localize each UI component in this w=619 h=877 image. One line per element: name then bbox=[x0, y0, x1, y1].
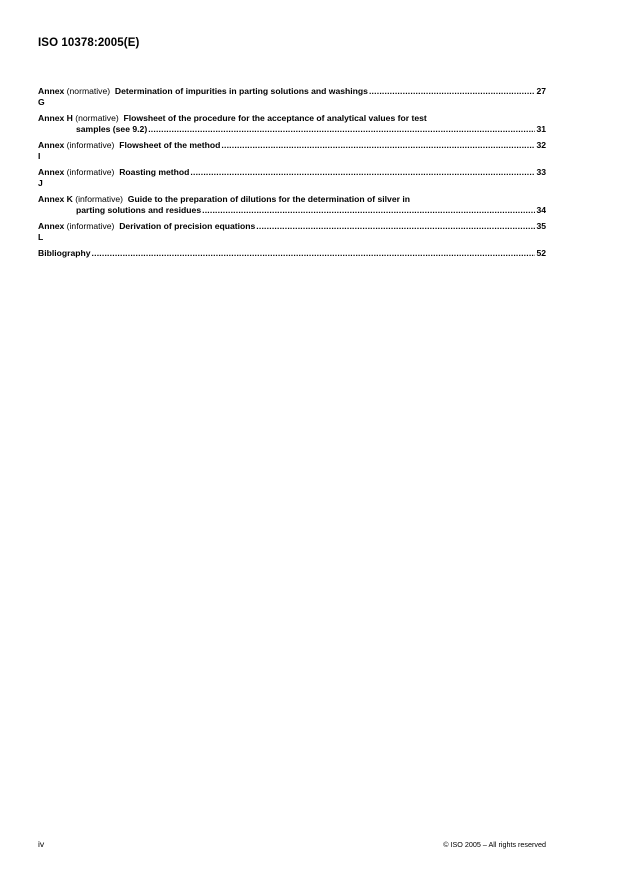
annex-title: Flowsheet of the procedure for the acceptance of analytical values for test bbox=[123, 113, 427, 123]
annex-type: (normative) bbox=[66, 86, 111, 96]
annex-label: Annex H bbox=[38, 113, 73, 123]
annex-type: (informative) bbox=[66, 140, 115, 150]
page-number: 32 bbox=[536, 140, 546, 150]
annex-title: Guide to the preparation of dilutions for the determination of silver in bbox=[127, 194, 410, 204]
dot-leader bbox=[202, 205, 535, 216]
dot-leader bbox=[92, 248, 536, 259]
annex-title: Flowsheet of the method bbox=[119, 140, 221, 150]
document-id: ISO 10378:2005(E) bbox=[38, 37, 140, 49]
dot-leader bbox=[369, 86, 535, 97]
annex-label: Annex I bbox=[38, 140, 65, 161]
toc-entry-annex-l[interactable] bbox=[38, 221, 546, 243]
dot-leader bbox=[221, 140, 535, 151]
page-number: 52 bbox=[536, 248, 546, 258]
annex-type: (informative) bbox=[66, 167, 115, 177]
toc-entry-annex-g[interactable] bbox=[38, 86, 546, 108]
toc-entry-annex-k[interactable] bbox=[38, 194, 546, 216]
page-number: 33 bbox=[536, 167, 546, 177]
toc-entry-annex-h[interactable] bbox=[38, 113, 546, 135]
annex-label: Annex K bbox=[38, 194, 73, 204]
page-number: 27 bbox=[536, 86, 546, 96]
page-number: 35 bbox=[536, 221, 546, 231]
page-number: 34 bbox=[536, 205, 546, 215]
dot-leader bbox=[256, 221, 535, 232]
annex-title: Roasting method bbox=[119, 167, 190, 177]
annex-title-continued: parting solutions and residues bbox=[76, 205, 202, 215]
annex-label: Annex G bbox=[38, 86, 65, 107]
footer-copyright: © ISO 2005 – All rights reserved bbox=[443, 840, 546, 849]
annex-label: Annex J bbox=[38, 167, 65, 188]
toc-entry-annex-j[interactable] bbox=[38, 167, 546, 189]
bibliography-label: Bibliography bbox=[38, 248, 91, 258]
dot-leader bbox=[190, 167, 535, 178]
dot-leader bbox=[148, 124, 535, 135]
annex-title: Determination of impurities in parting solutions and washings bbox=[114, 86, 368, 96]
annex-title: Derivation of precision equations bbox=[119, 221, 256, 231]
annex-type: (informative) bbox=[66, 221, 115, 231]
toc-entry-bibliography[interactable] bbox=[38, 248, 546, 259]
annex-title-continued: samples (see 9.2) bbox=[76, 124, 148, 134]
annex-type: (informative) bbox=[75, 194, 124, 204]
footer-page-number: iv bbox=[38, 839, 45, 849]
toc-entry-annex-i[interactable] bbox=[38, 140, 546, 162]
table-of-contents bbox=[38, 86, 546, 264]
page-number: 31 bbox=[536, 124, 546, 134]
annex-type: (normative) bbox=[75, 113, 119, 123]
annex-label: Annex L bbox=[38, 221, 65, 242]
